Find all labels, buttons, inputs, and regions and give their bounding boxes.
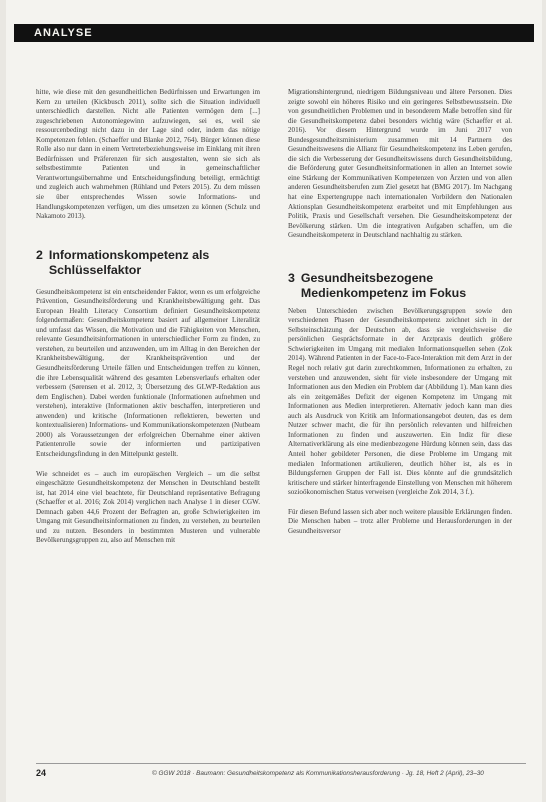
paragraph: Migrationshintergrund, niedrigem Bildungsniveau und ältere Personen. Dies zeigte sowohl ein höheres Risiko und ein geringeres Selbstbewusstsein. Die von gesundheitlichen Problemen und in besonderem Maße betroffen sind für die Gesundheitskompetenz dabei besonders wichtig wäre (Schaeffer et al. 2016). Vor diesem Hintergrund wurde im Juni 2017 von Bundesgesundheitsministerium zusammen mit 14 Partnern des Gesundheitswesens die Allianz für Gesundheitskompetenz ins Leben gerufen, die sich die Verbesserung der Gesundheitswissens durch Gesundheitsbildung, die Beförderung guter Gesundheitsinformationen in allen an Internet sowie eine Stärkung der Kommunikativen Kompetenzen von Ärzten und von allen anderen Gesundheitsberufen zum Ziel gesetzt hat (BMG 2017). Im Nachgang hat eine Expertengruppe nach internationalen Vorbildern den Nationalen Aktionsplan Gesundheitskompetenz erarbeitet und mit Empfehlungen aus Politik, Praxis und Gesellschaft versehen. Die Gesundheitskompetenz der Bevölkerung stärken. Um die integrativen Aufgaben schaffen, um die Gesundheitskompetenz in Deutschland nachhaltig zu stärken.	[288, 88, 512, 240]
left-column	[36, 88, 260, 546]
paragraph: Gesundheitskompetenz ist ein entscheidender Faktor, wenn es um erfolgreiche Prävention, Gesundheitsförderung und Krankheitsbewältigung geht. Das European Health Literacy Consortium definiert Gesundheitskompetenz folgendermaßen: Gesundheitskompetenz basiert auf allgemeiner Literalität und umfasst das Wissen, die Motivation und die Fähigkeiten von Menschen, relevante Gesundheitsinformationen in unterschiedlicher Form zu finden, zu verstehen, zu beurteilen und anzuwenden, um im Alltag in den Bereichen der Krankheitsbewältigung, der Krankheitsprävention und der Gesundheitsförderung Urteile fällen und Entscheidungen treffen zu können, die ihre Lebensqualität während des gesamten Lebensverlaufs erhalten oder verbessern (Sørensen et al. 2012, 3; Übersetzung des GLWP-Redaktion aus dem Englischen). Dabei werden funktionale (Informationen aufnehmen und verstehen), interaktive (Informationen aktiv beschaffen, interpretieren und anwenden) und kritische (Informationen reflektieren, bewerten und kontextualisieren) Informations- und Kommunikationskompetenzen (Nutbeam 2000) als Voraussetzungen der erfolgreichen Übernahme einer aktiven Patientenrolle sowie der informierten und partizipativen Entscheidungsfindung in den Mittelpunkt gestellt.	[36, 287, 260, 458]
section-tag: ANALYSE	[34, 27, 93, 39]
page-footer	[36, 768, 516, 780]
paragraph: Neben Unterschieden zwischen Bevölkerungsgruppen sowie den verschiedenen Phasen der Gesundheitskompetenz zeichnet sich in der Selbsteinschätzung der Deutschen ab, dass sie vergleichsweise die persönlichen Gesprächsformate in der Arztpraxis deutlich größere Schwierigkeiten im Umgang mit medialen Informationsquellen sehen (Zok 2014). Während Patienten in der Face-to-Face-Interaktion mit dem Arzt in der Regel noch relativ gut darin zurechtkommen, Informationen zu erhalten, zu verstehen und anzuwenden, sieht für viele insbesondere der Umgang mit Informationen aus den Medien ein Problem dar (Abbildung 1). Man kann dies als ein zeitgemäßes Defizit der eigenen Kompetenz im Umgang mit Informationen aus Medien interpretieren. Alternativ jedoch kann man dies auch als Ausdruck von Kritik am Informationsangebot deuten, das es dem Nutzer schwer macht, die für ihn persönlich relevanten und hilfreichen Informationen zu finden und auszuwerten. Ein Indiz für diese Alternativerklärung als eine medienbezogene Hürdung können sein, dass das Anteil hoher gebildeter Personen, die diese Probleme im Umgang mit medialen Informationen artikulieren, deutlich höher ist, als es in Bildungsfernen Gruppen der Fall ist. Dies könnte auf die grundsätzlich kritischere und stärker hinterfragende Einstellung von Menschen mit höherem sozioökonomischen Status verweisen (vergleiche Zok 2014, 3 f.).	[288, 306, 512, 497]
page-number: 24	[36, 768, 47, 778]
heading-number: 2	[36, 247, 43, 262]
section-heading-2	[36, 248, 260, 278]
heading-title: Gesundheitsbezogene Medienkompetenz im Fokus	[300, 270, 467, 300]
heading-title: Informationskompetenz als Schlüsselfaktor	[48, 247, 210, 277]
paragraph: Für diesen Befund lassen sich aber noch weitere plausible Erklärungen finden. Die Menschen haben – trotz aller Probleme und Herausforderungen in der Gesundheitsversor	[288, 507, 512, 535]
section-heading-3	[288, 271, 512, 301]
footer-citation: © GGW 2018 · Baumann: Gesundheitskompetenz als Kommunikationsherausforderung · Jg. 18, Heft 2 (April), 23–30	[152, 770, 484, 777]
right-column	[288, 88, 512, 536]
document-page	[6, 0, 542, 802]
paragraph: Wie schneidet es – auch im europäischen Vergleich – um die selbst eingeschätzte Gesundheitskompetenz der Menschen in Deutschland bestellt ist, hat 2014 eine viel beachtete, für Deutschland repräsentative Befragung (Schaeffer et al. 2016; Zok 2014) verglichen nach Analyse 1 in dieser CGW. Demnach gaben 44,6 Prozent der Befragten an, große Schwierigkeiten im Umgang mit Gesundheitsinformationen zu finden, zu verstehen, zu beurteilen und zu nutzen. Besonders in bestimmten Musteren und vulnerable Bevölkerungsgruppen zu, also auf Menschen mit	[36, 469, 260, 545]
heading-number: 3	[288, 270, 295, 285]
paragraph: hitte, wie diese mit den gesundheitlichen Bedürfnissen und Erwartungen im Kern zu urteilen (Kickbusch 2011), sollte sich die Situation individuell unterschiedlich darstellen. Nicht alle Patienten vermögen dem [...] zugeschriebenen Autonomiegewinn aufzuwiegen, sei es, weil sie ressourcenbedingt nicht dazu in der Lage sind oder, indem das nötige Kompetenzen fehlen. (Schaeffer und Blanke 2012, 764). Bürger können diese Rolle also nur dann in einem Vertreterbeziehungsweise im Einklang mit ihren Bedürfnissen und Präferenzen für sich ausgestalten, wenn sie sich als selbstbestimmte Patienten und in gemeinschaftlicher Verantwortungsübernahme und Entscheidungsfindung beteiligt, ermächtigt und zugleich auch wahrnehmen (Rühland und Peters 2015). Zu dem müssen sie über entsprechendes Wissen sowie Informations- und Handlungskompetenzen verfügen, um dies umsetzen zu können (Schulz und Nakamoto 2013).	[36, 88, 260, 221]
footer-divider	[36, 763, 526, 764]
